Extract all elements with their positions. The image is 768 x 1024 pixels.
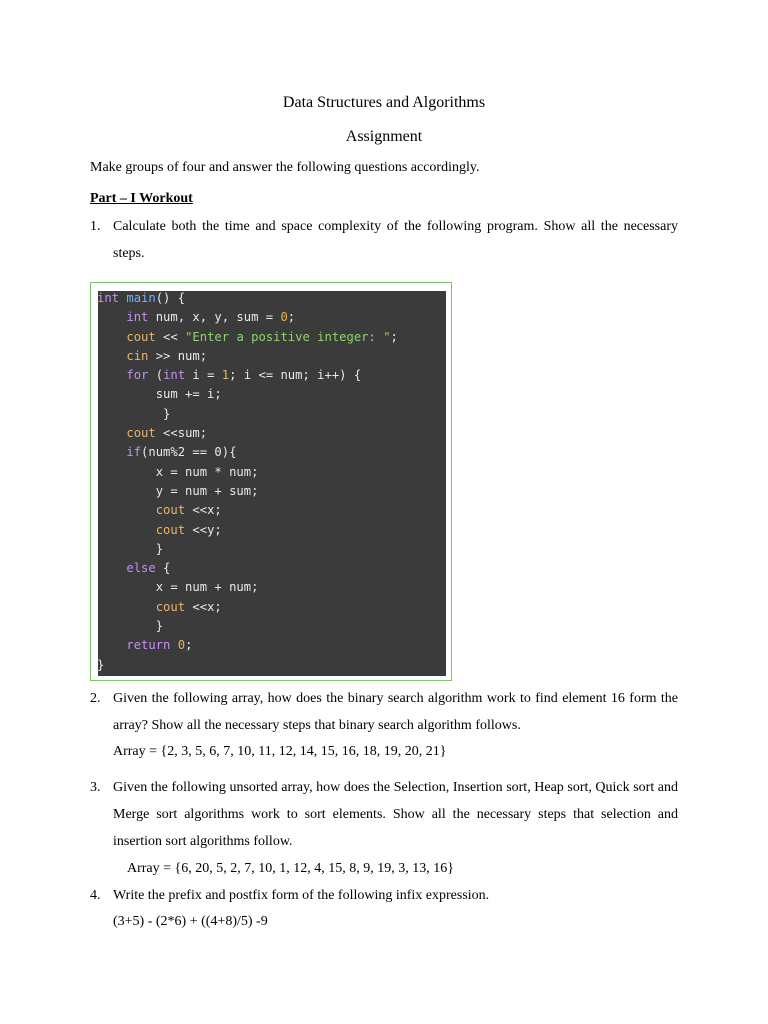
code-line: } xyxy=(97,541,164,556)
code-token xyxy=(97,503,156,517)
code-token: { xyxy=(155,561,171,576)
code-line: x = num * num; xyxy=(97,464,259,479)
code-token: cout xyxy=(155,599,186,614)
question-4 xyxy=(90,882,678,909)
code-line xyxy=(97,501,398,520)
code-token: ; xyxy=(390,329,398,344)
code-line xyxy=(97,347,398,366)
code-line xyxy=(97,328,398,347)
code-token: int xyxy=(163,368,186,383)
code-line: } xyxy=(97,619,164,634)
code-token xyxy=(97,426,126,440)
code-token: ; xyxy=(287,310,296,325)
code-line xyxy=(97,443,398,462)
code-token: else xyxy=(126,561,156,576)
code-token: 0 xyxy=(177,638,186,653)
code-token: int xyxy=(126,310,149,325)
code-token: int xyxy=(97,291,120,305)
question-3 xyxy=(90,774,678,855)
code-token xyxy=(97,349,126,363)
code-line: sum += i; xyxy=(97,387,222,402)
code-token xyxy=(170,638,177,652)
code-line: } xyxy=(97,406,171,421)
question-text: Given the following array, how does the binary search algorithm work to find element 16 form the array? Show all the necessary steps that binary search algorithm follows. xyxy=(113,691,678,733)
code-token: 1 xyxy=(221,368,230,383)
binary-search-array: Array = {2, 3, 5, 6, 7, 10, 11, 12, 14, 15, 16, 18, 19, 20, 21} xyxy=(113,744,447,759)
code-block xyxy=(97,289,398,675)
code-token: <<y; xyxy=(185,522,222,537)
question-1 xyxy=(90,213,678,267)
code-token: return xyxy=(126,638,171,653)
question-number: 1. xyxy=(90,219,101,234)
code-line xyxy=(97,308,398,327)
code-token: num, x, y, sum = xyxy=(148,310,281,325)
code-line xyxy=(97,636,398,655)
code-token xyxy=(97,445,126,459)
code-token: 0 xyxy=(280,310,288,325)
code-token xyxy=(97,638,126,652)
code-token: ; i <= num; i++) { xyxy=(229,368,362,383)
code-token: for xyxy=(126,368,149,383)
code-token: << xyxy=(155,329,186,344)
code-token: "Enter a positive integer: " xyxy=(185,329,391,344)
code-token: <<sum; xyxy=(155,426,208,441)
code-token: i = xyxy=(185,368,222,383)
question-text: Given the following unsorted array, how does the Selection, Insertion sort, Heap sort, Quick sort and Merge sort algorithms work to sort elements. Show all the necessary steps that selection and insertion sort algorithms follow. xyxy=(113,780,678,849)
code-token: ; xyxy=(185,638,193,653)
code-line: x = num + num; xyxy=(97,580,259,595)
part-heading: Part – I Workout xyxy=(90,191,193,206)
code-line xyxy=(97,559,398,578)
code-token: <<x; xyxy=(185,599,222,614)
question-text: Calculate both the time and space complexity of the following program. Show all the necessary steps. xyxy=(113,219,678,261)
intro-paragraph: Make groups of four and answer the following questions accordingly. xyxy=(90,160,480,175)
code-line xyxy=(97,598,398,617)
code-token: cout xyxy=(155,503,186,518)
code-token xyxy=(97,310,126,324)
code-token: <<x; xyxy=(185,503,222,518)
question-number: 4. xyxy=(90,888,101,903)
code-line xyxy=(97,424,398,443)
code-token: cin xyxy=(126,348,149,363)
infix-expression: (3+5) - (2*6) + ((4+8)/5) -9 xyxy=(113,914,268,929)
code-token xyxy=(97,330,126,344)
question-2 xyxy=(90,685,678,739)
code-token: (num%2 == 0){ xyxy=(141,445,237,460)
code-line xyxy=(97,366,398,385)
code-token: >> num; xyxy=(148,348,208,363)
code-line xyxy=(97,521,398,540)
code-token: cout xyxy=(126,329,156,344)
document-subtitle: Assignment xyxy=(345,128,423,145)
code-token: () { xyxy=(155,291,186,305)
code-token xyxy=(97,600,156,614)
question-text: Write the prefix and postfix form of the following infix expression. xyxy=(113,888,490,903)
code-line xyxy=(97,289,398,308)
code-token: ( xyxy=(148,368,164,383)
code-line: y = num + sum; xyxy=(97,483,259,498)
code-token: cout xyxy=(126,426,156,441)
question-number: 3. xyxy=(90,780,101,795)
code-line: } xyxy=(97,657,105,672)
code-token: main xyxy=(126,291,156,305)
code-token: cout xyxy=(155,522,186,537)
unsorted-array: Array = {6, 20, 5, 2, 7, 10, 1, 12, 4, 15, 8, 9, 19, 3, 13, 16} xyxy=(127,861,454,876)
document-title: Data Structures and Algorithms xyxy=(282,94,486,111)
code-token xyxy=(97,561,126,575)
code-token: if xyxy=(126,445,142,460)
question-number: 2. xyxy=(90,691,101,706)
code-token xyxy=(97,368,126,382)
code-token xyxy=(97,523,156,537)
